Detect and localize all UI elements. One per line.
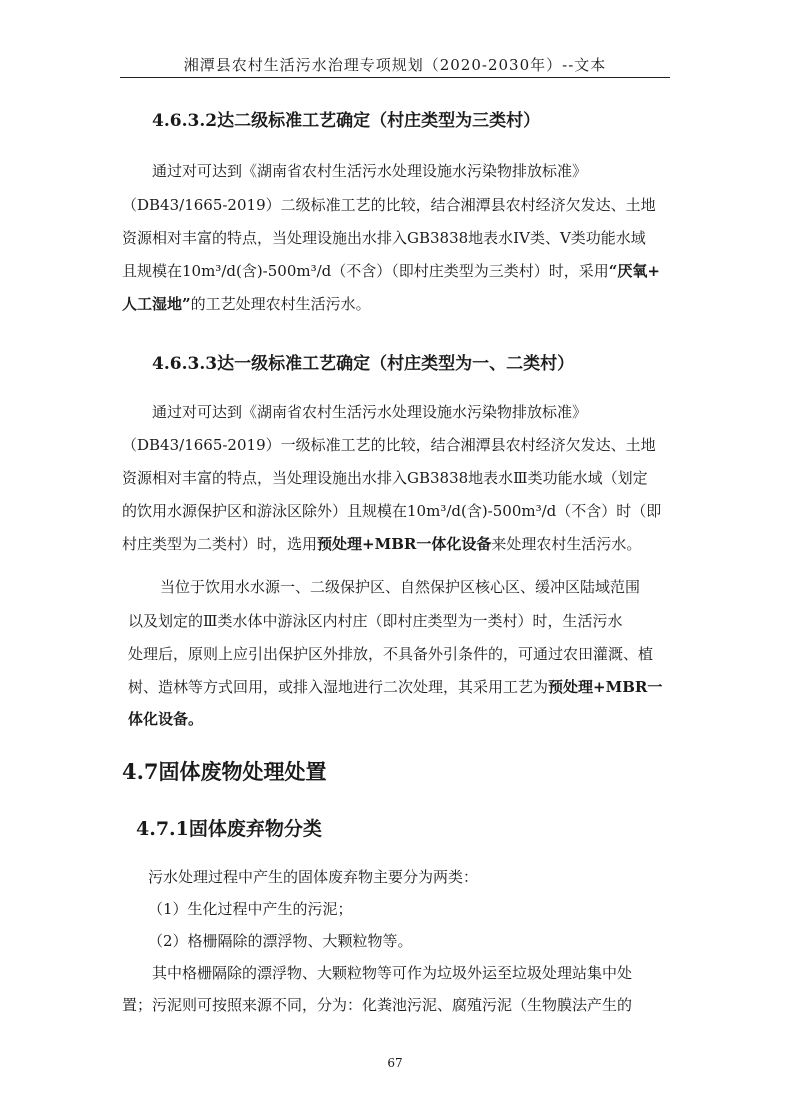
paragraph-line: 通过对可达到《湖南省农村生活污水处理设施水污染物排放标准》 — [152, 403, 588, 421]
list-item: （2）格栅隔除的漂浮物、大颗粒物等。 — [148, 932, 413, 950]
section-heading-4633: 4.6.3.3达一级标准工艺确定（村庄类型为一、二类村） — [152, 354, 575, 374]
paragraph-line — [122, 297, 371, 312]
paragraph-line: 资源相对丰富的特点，当处理设施出水排入GB3838地表水Ⅲ类功能水域（划定 — [122, 469, 648, 487]
bold-text: 预处理+MBR一 — [548, 678, 663, 696]
bold-text: 人工湿地” — [122, 295, 191, 313]
bold-text: “厌氧+ — [608, 262, 660, 280]
paragraph-line — [122, 264, 660, 279]
paragraph-line: 当位于饮用水水源一、二级保护区、自然保护区核心区、缓冲区陆域范围 — [160, 578, 641, 596]
page-number: 67 — [387, 1056, 403, 1070]
list-item: （1）生化过程中产生的污泥； — [148, 900, 353, 918]
text-run: 的工艺处理农村生活污水。 — [190, 295, 371, 313]
paragraph-line: 处理后，原则上应引出保护区外排放，不具备外引条件的，可通过农田灌溉、植 — [128, 645, 654, 663]
paragraph-line: （DB43/1665-2019）二级标准工艺的比较，结合湘潭县农村经济欠发达、土地 — [122, 196, 656, 214]
paragraph-line: 的饮用水源保护区和游泳区除外）且规模在10m³/d(含)-500m³/d（不含）时（即 — [122, 502, 662, 520]
paragraph-line: 置；污泥则可按照来源不同，分为：化粪池污泥、腐殖污泥（生物膜法产生的 — [122, 996, 633, 1014]
paragraph-line — [128, 680, 662, 695]
text-run: 且规模在10m³/d(含)-500m³/d（不含）（即村庄类型为三类村）时，采用 — [122, 262, 609, 280]
paragraph-line — [122, 537, 641, 552]
section-heading-471: 4.7.1固体废弃物分类 — [136, 818, 322, 840]
section-heading-47: 4.7固体废物处理处置 — [122, 759, 327, 784]
paragraph-line: 体化设备。 — [128, 710, 204, 728]
paragraph-line: 以及划定的Ⅲ类水体中游泳区内村庄（即村庄类型为一类村）时，生活污水 — [128, 612, 623, 630]
text-run: 树、造林等方式回用，或排入湿地进行二次处理，其采用工艺为 — [128, 678, 549, 696]
paragraph-line: 污水处理过程中产生的固体废弃物主要分为两类： — [148, 868, 479, 886]
paragraph-line: 其中格栅隔除的漂浮物、大颗粒物等可作为垃圾外运至垃圾处理站集中处 — [152, 964, 633, 982]
text-run: 村庄类型为二类村）时，选用 — [122, 535, 318, 553]
bold-text: 预处理+MBR一体化设备 — [317, 535, 492, 553]
paragraph-line: 资源相对丰富的特点，当处理设施出水排入GB3838地表水IV类、V类功能水域 — [122, 229, 646, 247]
header-rule — [120, 77, 670, 78]
text-run: 来处理农村生活污水。 — [491, 535, 642, 553]
paragraph-line: 通过对可达到《湖南省农村生活污水处理设施水污染物排放标准》 — [152, 162, 588, 180]
running-header: 湘潭县农村生活污水治理专项规划（2020-2030年）--文本 — [183, 56, 607, 74]
section-heading-4632: 4.6.3.2达二级标准工艺确定（村庄类型为三类村） — [152, 111, 541, 131]
paragraph-line: （DB43/1665-2019）一级标准工艺的比较，结合湘潭县农村经济欠发达、土地 — [122, 436, 656, 454]
